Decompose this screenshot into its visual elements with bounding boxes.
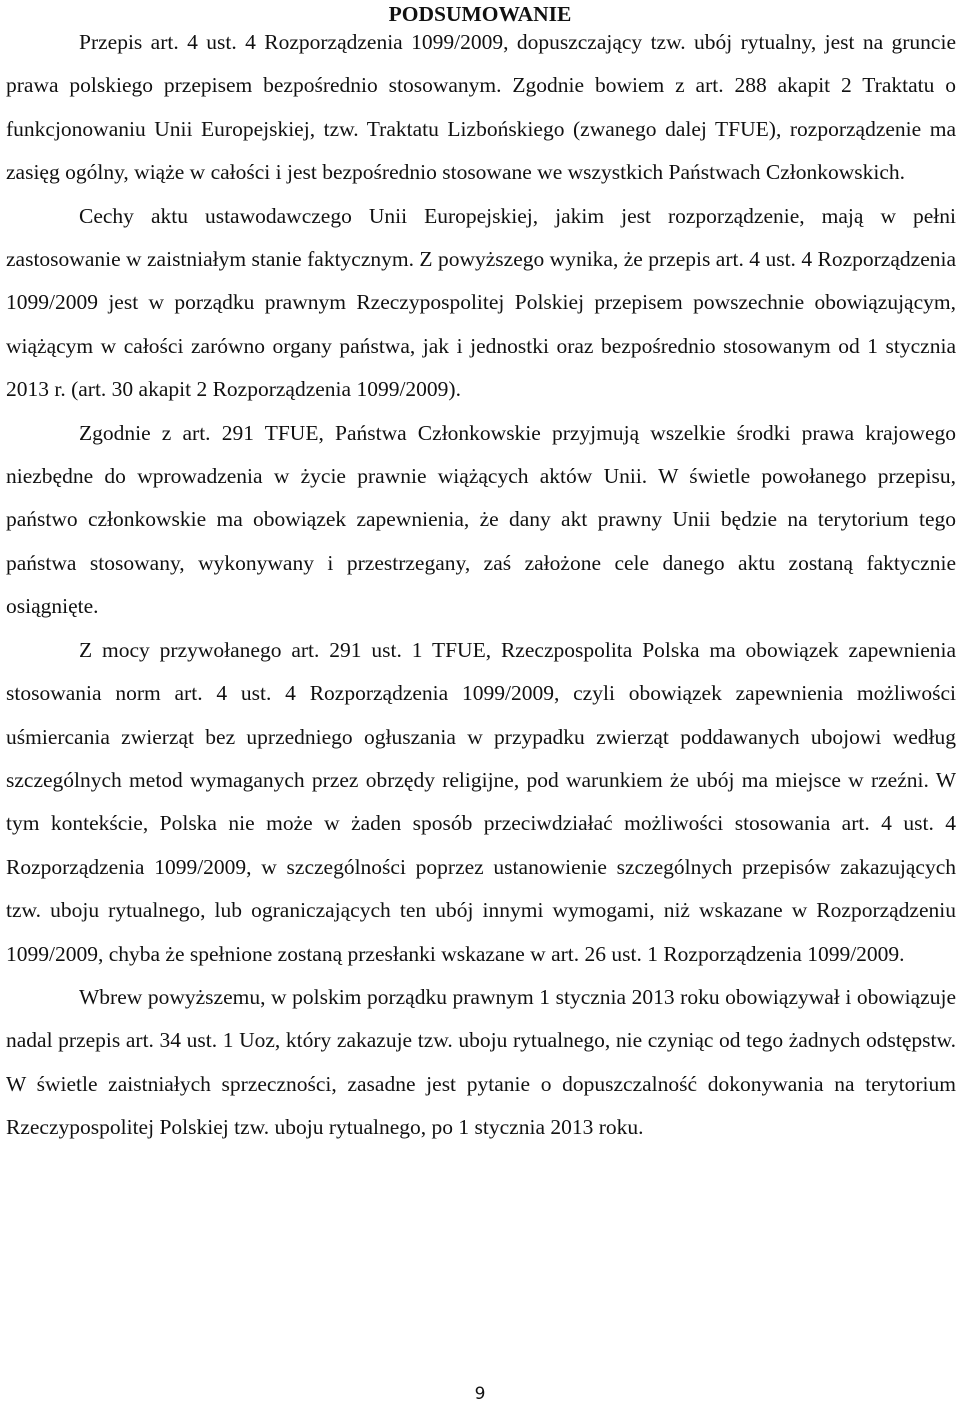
paragraph-1: Przepis art. 4 ust. 4 Rozporządzenia 1099/2009, dopuszczający tzw. ubój rytualny, jest na gruncie prawa polskiego przepisem bezpośrednio stosowanym. Zgodnie bowiem z art. 288 akapit 2 Traktatu o funkcjonowaniu Unii Europejskiej, tzw. Traktatu Lizbońskiego (zwanego dalej TFUE), rozporządzenie ma zasięg ogólny, wiąże w całości i jest bezpośrednio stosowane we wszystkich Państwach Członkowskich. bbox=[6, 30, 956, 185]
paragraph-3: Zgodnie z art. 291 TFUE, Państwa Członkowskie przyjmują wszelkie środki prawa krajowego niezbędne do wprowadzenia w życie prawnie wiążących aktów Unii. W świetle powołanego przepisu, państwo członkowskie ma obowiązek zapewnienia, że dany akt prawny Unii będzie na terytorium tego państwa stosowany, wykonywany i przestrzegany, zaś założone cele danego aktu zostaną faktycznie osiągnięte. bbox=[6, 420, 956, 619]
paragraph-4: Z mocy przywołanego art. 291 ust. 1 TFUE, Rzeczpospolita Polska ma obowiązek zapewnienia stosowania norm art. 4 ust. 4 Rozporządzenia 1099/2009, czyli obowiązek zapewnienia możliwości uśmiercania zwierząt bez uprzedniego ogłuszania w przypadku zwierząt poddawanych ubojowi według szczególnych metod wymaganych przez obrzędy religijne, pod warunkiem że ubój ma miejsce w rzeźni. W tym kontekście, Polska nie może w żaden sposób przeciwdziałać możliwości stosowania art. 4 ust. 4 Rozporządzenia 1099/2009, w szczególności poprzez ustanowienie szczególnych przepisów zakazujących tzw. uboju rytualnego, lub ograniczających ten ubój innymi wymogami, niż wskazane w Rozporządzeniu 1099/2009, chyba że spełnione zostaną przesłanki wskazane w art. 26 ust. 1 Rozporządzenia 1099/2009. bbox=[6, 637, 956, 966]
paragraph-5: Wbrew powyższemu, w polskim porządku prawnym 1 stycznia 2013 roku obowiązywał i obowiązuje nadal przepis art. 34 ust. 1 Uoz, który zakazuje tzw. uboju rytualnego, nie czyniąc od tego żadnych odstępstw. W świetle zaistniałych sprzeczności, zasadne jest pytanie o dopuszczalność dokonywania na terytorium Rzeczypospolitej Polskiej tzw. uboju rytualnego, po 1 stycznia 2013 roku. bbox=[6, 984, 956, 1140]
page-title: PODSUMOWANIE bbox=[388, 2, 572, 26]
page-number: 9 bbox=[474, 1384, 486, 1404]
document-body bbox=[6, 21, 956, 1150]
paragraph-2: Cechy aktu ustawodawczego Unii Europejskiej, jakim jest rozporządzenie, mają w pełni zastosowanie w zaistniałym stanie faktycznym. Z powyższego wynika, że przepis art. 4 ust. 4 Rozporządzenia 1099/2009 jest w porządku prawnym Rzeczypospolitej Polskiej przepisem powszechnie obowiązującym, wiążącym w całości zarówno organy państwa, jak i jednostki oraz bezpośrednio stosowanym od 1 stycznia 2013 r. (art. 30 akapit 2 Rozporządzenia 1099/2009). bbox=[6, 203, 956, 402]
